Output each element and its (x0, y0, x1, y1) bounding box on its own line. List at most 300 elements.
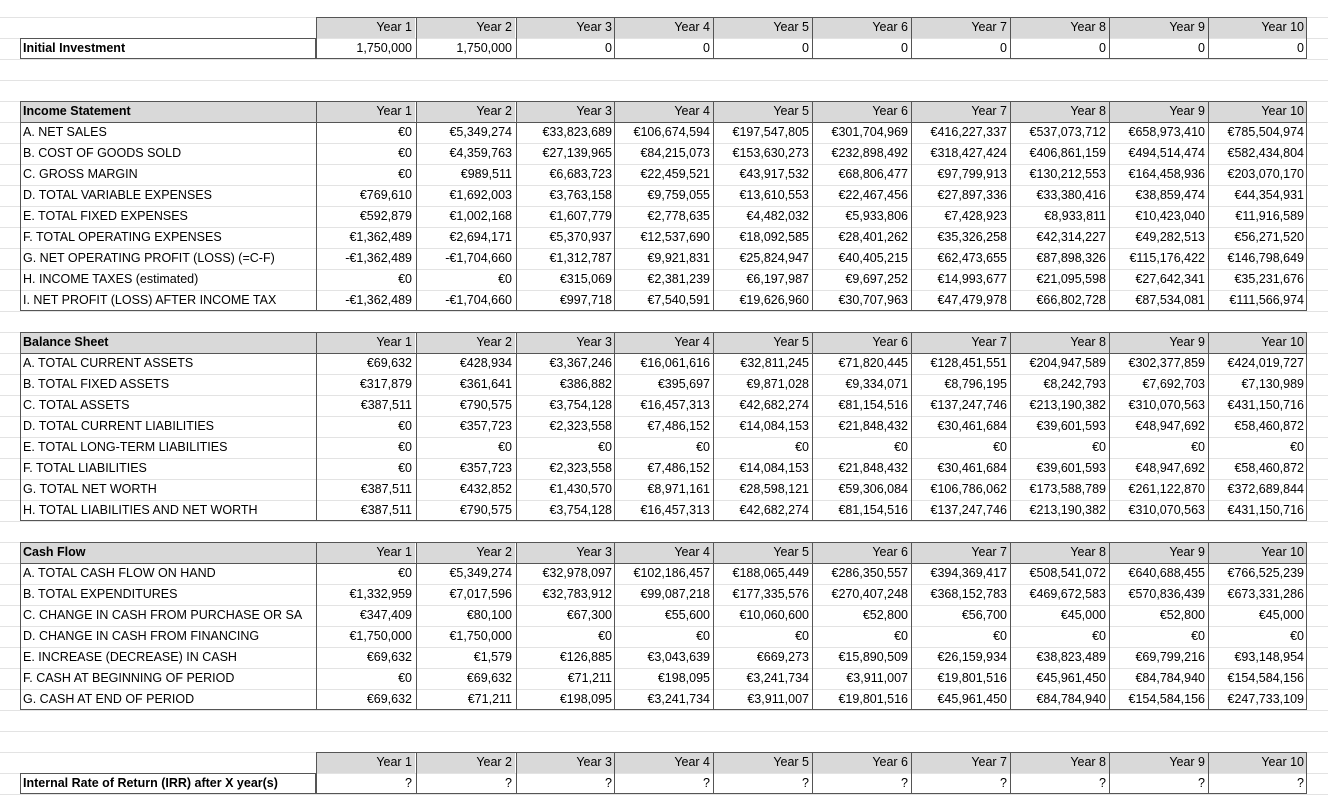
irr-value[interactable]: ? (605, 776, 612, 790)
income-value[interactable]: €9,921,831 (647, 251, 710, 265)
cashflow-value[interactable]: €102,186,457 (633, 566, 710, 580)
cashflow-value[interactable]: €56,700 (961, 608, 1007, 622)
balance-value[interactable]: €372,689,844 (1227, 482, 1304, 496)
balance-value[interactable]: €0 (598, 440, 612, 454)
balance-value[interactable]: €213,190,382 (1029, 503, 1106, 517)
cashflow-value[interactable]: €3,043,639 (647, 650, 710, 664)
income-value[interactable]: €9,759,055 (647, 188, 710, 202)
balance-value[interactable]: €3,367,246 (549, 356, 612, 370)
income-year-header[interactable]: Year 5 (713, 101, 812, 122)
balance-value[interactable]: €0 (398, 440, 412, 454)
income-value[interactable]: €5,370,937 (549, 230, 612, 244)
investment-year-header[interactable]: Year 8 (1010, 17, 1109, 38)
income-value[interactable]: €2,694,171 (449, 230, 512, 244)
income-row-label[interactable]: C. GROSS MARGIN (23, 167, 138, 181)
income-value[interactable]: €106,674,594 (633, 125, 710, 139)
balance-value[interactable]: €0 (498, 440, 512, 454)
income-value[interactable]: €42,314,227 (1036, 230, 1106, 244)
balance-row-label[interactable]: A. TOTAL CURRENT ASSETS (23, 356, 194, 370)
cashflow-value[interactable]: €38,823,489 (1036, 650, 1106, 664)
income-value[interactable]: €10,423,040 (1135, 209, 1205, 223)
cashflow-value[interactable]: €69,632 (466, 671, 512, 685)
investment-year-header[interactable]: Year 6 (812, 17, 911, 38)
income-value[interactable]: €28,401,262 (838, 230, 908, 244)
cashflow-row-label[interactable]: C. CHANGE IN CASH FROM PURCHASE OR SA (23, 608, 303, 622)
balance-value[interactable]: €0 (894, 440, 908, 454)
cashflow-value[interactable]: €1,750,000 (349, 629, 412, 643)
balance-year-header[interactable]: Year 8 (1010, 332, 1109, 353)
initial-investment-value[interactable]: 0 (703, 41, 710, 55)
cashflow-value[interactable]: €1,579 (473, 650, 512, 664)
balance-value[interactable]: €428,934 (459, 356, 512, 370)
cashflow-value[interactable]: €0 (598, 629, 612, 643)
cashflow-value[interactable]: €5,349,274 (449, 566, 512, 580)
income-value[interactable]: €38,859,474 (1135, 188, 1205, 202)
investment-year-header[interactable]: Year 9 (1109, 17, 1208, 38)
income-value[interactable]: €84,215,073 (640, 146, 710, 160)
balance-value[interactable]: €1,430,570 (549, 482, 612, 496)
balance-value[interactable]: €357,723 (459, 461, 512, 475)
income-year-header[interactable]: Year 6 (812, 101, 911, 122)
cashflow-row-label[interactable]: G. CASH AT END OF PERIOD (23, 692, 195, 706)
investment-year-header[interactable]: Year 5 (713, 17, 812, 38)
income-value[interactable]: -€1,704,660 (445, 293, 512, 307)
cashflow-year-header[interactable]: Year 2 (416, 542, 515, 563)
balance-value[interactable]: €432,852 (459, 482, 512, 496)
initial-investment-value[interactable]: 0 (1297, 41, 1304, 55)
balance-value[interactable]: €0 (1290, 440, 1304, 454)
cashflow-value[interactable]: €198,095 (657, 671, 710, 685)
income-value[interactable]: €164,458,936 (1128, 167, 1205, 181)
balance-value[interactable]: €81,154,516 (838, 503, 908, 517)
income-value[interactable]: €318,427,424 (930, 146, 1007, 160)
balance-value[interactable]: €357,723 (459, 419, 512, 433)
balance-value[interactable]: €431,150,716 (1227, 398, 1304, 412)
income-value[interactable]: €406,861,159 (1029, 146, 1106, 160)
income-value[interactable]: €115,176,422 (1129, 251, 1205, 265)
income-value[interactable]: €301,704,969 (831, 125, 908, 139)
income-value[interactable]: -€1,704,660 (445, 251, 512, 265)
cashflow-value[interactable]: €177,335,576 (732, 587, 809, 601)
cashflow-value[interactable]: €368,152,783 (930, 587, 1007, 601)
balance-value[interactable]: €395,697 (657, 377, 710, 391)
cashflow-value[interactable]: €93,148,954 (1234, 650, 1304, 664)
income-value[interactable]: €6,683,723 (549, 167, 612, 181)
balance-row-label[interactable]: H. TOTAL LIABILITIES AND NET WORTH (23, 503, 258, 517)
cashflow-year-header[interactable]: Year 6 (812, 542, 911, 563)
income-value[interactable]: €1,362,489 (349, 230, 412, 244)
balance-row-label[interactable]: C. TOTAL ASSETS (23, 398, 130, 412)
cashflow-value[interactable]: €84,784,940 (1135, 671, 1205, 685)
income-row-label[interactable]: G. NET OPERATING PROFIT (LOSS) (=C-F) (23, 251, 275, 265)
cashflow-value[interactable]: €3,241,734 (647, 692, 710, 706)
irr-year-header[interactable]: Year 1 (316, 752, 415, 773)
balance-value[interactable]: €137,247,746 (930, 398, 1007, 412)
irr-year-header[interactable]: Year 2 (416, 752, 515, 773)
cashflow-year-header[interactable]: Year 9 (1109, 542, 1208, 563)
income-value[interactable]: €494,514,474 (1128, 146, 1205, 160)
cashflow-value[interactable]: €247,733,109 (1227, 692, 1304, 706)
income-value[interactable]: €21,095,598 (1036, 272, 1106, 286)
income-value[interactable]: €146,798,649 (1227, 251, 1304, 265)
balance-value[interactable]: €261,122,870 (1128, 482, 1205, 496)
balance-value[interactable]: €0 (795, 440, 809, 454)
income-value[interactable]: €11,916,589 (1235, 209, 1304, 223)
balance-value[interactable]: €58,460,872 (1234, 461, 1304, 475)
cashflow-year-header[interactable]: Year 10 (1208, 542, 1307, 563)
investment-year-header[interactable]: Year 10 (1208, 17, 1307, 38)
cashflow-value[interactable]: €669,273 (756, 650, 809, 664)
cashflow-value[interactable]: €55,600 (664, 608, 710, 622)
balance-value[interactable]: €59,306,084 (838, 482, 908, 496)
balance-row-label[interactable]: E. TOTAL LONG-TERM LIABILITIES (23, 440, 228, 454)
cashflow-year-header[interactable]: Year 3 (516, 542, 615, 563)
irr-year-header[interactable]: Year 9 (1109, 752, 1208, 773)
irr-value[interactable]: ? (505, 776, 512, 790)
cashflow-value[interactable]: €0 (1290, 629, 1304, 643)
income-value[interactable]: €8,933,811 (1044, 209, 1106, 223)
cashflow-value[interactable]: €10,060,600 (739, 608, 809, 622)
income-value[interactable]: €27,642,341 (1135, 272, 1205, 286)
cashflow-value[interactable]: €71,211 (467, 692, 512, 706)
cashflow-value[interactable]: €0 (398, 671, 412, 685)
income-value[interactable]: €35,326,258 (937, 230, 1007, 244)
income-year-header[interactable]: Year 4 (614, 101, 713, 122)
balance-year-header[interactable]: Year 4 (614, 332, 713, 353)
income-value[interactable]: €0 (398, 146, 412, 160)
income-value[interactable]: €6,197,987 (746, 272, 809, 286)
cashflow-value[interactable]: €45,961,450 (1036, 671, 1106, 685)
cashflow-value[interactable]: €26,159,934 (937, 650, 1007, 664)
cashflow-row-label[interactable]: A. TOTAL CASH FLOW ON HAND (23, 566, 216, 580)
irr-value[interactable]: ? (901, 776, 908, 790)
cashflow-value[interactable]: €32,783,912 (542, 587, 612, 601)
balance-year-header[interactable]: Year 9 (1109, 332, 1208, 353)
income-value[interactable]: €30,707,963 (838, 293, 908, 307)
income-row-label[interactable]: E. TOTAL FIXED EXPENSES (23, 209, 188, 223)
balance-value[interactable]: €14,084,153 (739, 419, 809, 433)
income-year-header[interactable]: Year 9 (1109, 101, 1208, 122)
cashflow-value[interactable]: €188,065,449 (732, 566, 809, 580)
cashflow-value[interactable]: €19,801,516 (937, 671, 1007, 685)
cashflow-value[interactable]: €15,890,509 (838, 650, 908, 664)
balance-value[interactable]: €3,754,128 (549, 398, 612, 412)
income-value[interactable]: €232,898,492 (831, 146, 908, 160)
income-value[interactable]: €1,692,003 (449, 188, 512, 202)
cashflow-value[interactable]: €69,799,216 (1135, 650, 1205, 664)
balance-value[interactable]: €16,457,313 (640, 503, 710, 517)
balance-value[interactable]: €128,451,551 (930, 356, 1007, 370)
income-value[interactable]: €44,354,931 (1234, 188, 1304, 202)
irr-value[interactable]: ? (1000, 776, 1007, 790)
balance-value[interactable]: €387,511 (360, 482, 412, 496)
balance-value[interactable]: €387,511 (360, 398, 412, 412)
income-value[interactable]: €3,763,158 (549, 188, 612, 202)
balance-value[interactable]: €7,486,152 (647, 419, 710, 433)
balance-value[interactable]: €28,598,121 (739, 482, 809, 496)
cashflow-value[interactable]: €154,584,156 (1128, 692, 1205, 706)
cashflow-value[interactable]: €394,369,417 (930, 566, 1007, 580)
cashflow-value[interactable]: €19,801,516 (838, 692, 908, 706)
irr-value[interactable]: ? (1099, 776, 1106, 790)
balance-value[interactable]: €310,070,563 (1128, 503, 1205, 517)
cashflow-value[interactable]: €0 (398, 566, 412, 580)
balance-value[interactable]: €137,247,746 (930, 503, 1007, 517)
irr-year-header[interactable]: Year 10 (1208, 752, 1307, 773)
cashflow-value[interactable]: €71,211 (567, 671, 612, 685)
cashflow-value[interactable]: €1,750,000 (449, 629, 512, 643)
balance-value[interactable]: €16,457,313 (640, 398, 710, 412)
irr-year-header[interactable]: Year 5 (713, 752, 812, 773)
income-value[interactable]: €4,482,032 (746, 209, 809, 223)
cashflow-value[interactable]: €67,300 (566, 608, 612, 622)
cashflow-value[interactable]: €3,911,007 (846, 671, 908, 685)
income-value[interactable]: €13,610,553 (739, 188, 809, 202)
balance-row-label[interactable]: F. TOTAL LIABILITIES (23, 461, 147, 475)
income-value[interactable]: €33,380,416 (1036, 188, 1106, 202)
initial-investment-value[interactable]: 0 (901, 41, 908, 55)
income-value[interactable]: -€1,362,489 (345, 293, 412, 307)
income-value[interactable]: €592,879 (359, 209, 412, 223)
balance-value[interactable]: €42,682,274 (739, 398, 809, 412)
balance-value[interactable]: €81,154,516 (838, 398, 908, 412)
balance-value[interactable]: €790,575 (459, 398, 512, 412)
balance-value[interactable]: €71,820,445 (838, 356, 908, 370)
income-row-label[interactable]: B. COST OF GOODS SOLD (23, 146, 182, 160)
income-value[interactable]: €87,534,081 (1135, 293, 1205, 307)
balance-value[interactable]: €0 (398, 461, 412, 475)
balance-value[interactable]: €21,848,432 (838, 419, 908, 433)
balance-value[interactable]: €302,377,859 (1128, 356, 1205, 370)
income-value[interactable]: €22,459,521 (640, 167, 710, 181)
cashflow-value[interactable]: €469,672,583 (1029, 587, 1106, 601)
cashflow-value[interactable]: €80,100 (466, 608, 512, 622)
balance-value[interactable]: €42,682,274 (739, 503, 809, 517)
income-value[interactable]: €0 (398, 167, 412, 181)
initial-investment-label[interactable]: Initial Investment (23, 41, 126, 55)
balance-value[interactable]: €32,811,245 (740, 356, 809, 370)
cashflow-value[interactable]: €270,407,248 (831, 587, 908, 601)
balance-value[interactable]: €790,575 (459, 503, 512, 517)
cashflow-year-header[interactable]: Year 7 (911, 542, 1010, 563)
income-value[interactable]: €56,271,520 (1234, 230, 1304, 244)
income-value[interactable]: €27,897,336 (937, 188, 1007, 202)
cashflow-section-title[interactable]: Cash Flow (20, 542, 316, 563)
income-value[interactable]: €197,547,805 (732, 125, 809, 139)
balance-value[interactable]: €30,461,684 (937, 419, 1007, 433)
cashflow-year-header[interactable]: Year 8 (1010, 542, 1109, 563)
cashflow-value[interactable]: €0 (1092, 629, 1106, 643)
income-value[interactable]: €0 (498, 272, 512, 286)
balance-year-header[interactable]: Year 3 (516, 332, 615, 353)
cashflow-value[interactable]: €1,332,959 (349, 587, 412, 601)
balance-row-label[interactable]: G. TOTAL NET WORTH (23, 482, 157, 496)
balance-value[interactable]: €173,588,789 (1029, 482, 1106, 496)
cashflow-value[interactable]: €0 (696, 629, 710, 643)
cashflow-year-header[interactable]: Year 4 (614, 542, 713, 563)
cashflow-row-label[interactable]: D. CHANGE IN CASH FROM FINANCING (23, 629, 260, 643)
cashflow-value[interactable]: €99,087,218 (640, 587, 710, 601)
cashflow-value[interactable]: €126,885 (559, 650, 612, 664)
income-value[interactable]: €68,806,477 (838, 167, 908, 181)
balance-value[interactable]: €7,486,152 (647, 461, 710, 475)
balance-value[interactable]: €0 (993, 440, 1007, 454)
income-value[interactable]: €785,504,974 (1227, 125, 1304, 139)
income-value[interactable]: €1,312,787 (549, 251, 612, 265)
income-value[interactable]: €66,802,728 (1036, 293, 1106, 307)
balance-value[interactable]: €8,796,195 (944, 377, 1007, 391)
initial-investment-value[interactable]: 1,750,000 (356, 41, 412, 55)
cashflow-value[interactable]: €32,978,097 (542, 566, 612, 580)
income-value[interactable]: €33,823,689 (542, 125, 612, 139)
initial-investment-value[interactable]: 1,750,000 (456, 41, 512, 55)
income-value[interactable]: €97,799,913 (937, 167, 1007, 181)
income-value[interactable]: €25,824,947 (739, 251, 809, 265)
income-year-header[interactable]: Year 3 (516, 101, 615, 122)
income-value[interactable]: €22,467,456 (838, 188, 908, 202)
balance-year-header[interactable]: Year 1 (316, 332, 415, 353)
income-value[interactable]: €658,973,410 (1128, 125, 1205, 139)
cashflow-value[interactable]: €0 (993, 629, 1007, 643)
income-value[interactable]: €87,898,326 (1036, 251, 1106, 265)
balance-value[interactable]: €30,461,684 (937, 461, 1007, 475)
balance-value[interactable]: €3,754,128 (549, 503, 612, 517)
income-row-label[interactable]: D. TOTAL VARIABLE EXPENSES (23, 188, 212, 202)
cashflow-value[interactable]: €347,409 (359, 608, 412, 622)
cashflow-value[interactable]: €198,095 (559, 692, 612, 706)
cashflow-row-label[interactable]: E. INCREASE (DECREASE) IN CASH (23, 650, 237, 664)
balance-section-title[interactable]: Balance Sheet (20, 332, 316, 353)
cashflow-row-label[interactable]: B. TOTAL EXPENDITURES (23, 587, 178, 601)
balance-value[interactable]: €69,632 (366, 356, 412, 370)
balance-value[interactable]: €213,190,382 (1029, 398, 1106, 412)
irr-year-header[interactable]: Year 8 (1010, 752, 1109, 773)
balance-year-header[interactable]: Year 10 (1208, 332, 1307, 353)
investment-year-header[interactable]: Year 2 (416, 17, 515, 38)
income-section-title[interactable]: Income Statement (20, 101, 316, 122)
income-value[interactable]: €416,227,337 (930, 125, 1007, 139)
income-value[interactable]: €130,212,553 (1029, 167, 1106, 181)
income-year-header[interactable]: Year 2 (416, 101, 515, 122)
balance-year-header[interactable]: Year 5 (713, 332, 812, 353)
irr-label[interactable]: Internal Rate of Return (IRR) after X year(s) (23, 776, 278, 790)
income-row-label[interactable]: H. INCOME TAXES (estimated) (23, 272, 199, 286)
cashflow-value[interactable]: €766,525,239 (1227, 566, 1304, 580)
income-row-label[interactable]: I. NET PROFIT (LOSS) AFTER INCOME TAX (23, 293, 277, 307)
balance-value[interactable]: €7,692,703 (1142, 377, 1205, 391)
balance-value[interactable]: €48,947,692 (1135, 461, 1205, 475)
cashflow-value[interactable]: €69,632 (366, 650, 412, 664)
balance-value[interactable]: €9,334,071 (845, 377, 908, 391)
balance-value[interactable]: €204,947,589 (1029, 356, 1106, 370)
income-value[interactable]: €989,511 (460, 167, 512, 181)
cashflow-value[interactable]: €3,241,734 (746, 671, 809, 685)
income-value[interactable]: €153,630,273 (732, 146, 809, 160)
income-value[interactable]: €769,610 (359, 188, 412, 202)
income-value[interactable]: €43,917,532 (739, 167, 809, 181)
income-value[interactable]: €0 (398, 272, 412, 286)
income-value[interactable]: €4,359,763 (449, 146, 512, 160)
cashflow-year-header[interactable]: Year 5 (713, 542, 812, 563)
irr-year-header[interactable]: Year 4 (614, 752, 713, 773)
balance-value[interactable]: €424,019,727 (1227, 356, 1304, 370)
balance-value[interactable]: €39,601,593 (1036, 461, 1106, 475)
balance-value[interactable]: €48,947,692 (1135, 419, 1205, 433)
balance-value[interactable]: €16,061,616 (640, 356, 710, 370)
income-value[interactable]: €2,381,239 (647, 272, 710, 286)
balance-value[interactable]: €21,848,432 (838, 461, 908, 475)
investment-year-header[interactable]: Year 1 (316, 17, 415, 38)
balance-value[interactable]: €317,879 (359, 377, 412, 391)
income-value[interactable]: €582,434,804 (1227, 146, 1304, 160)
income-value[interactable]: €27,139,965 (542, 146, 612, 160)
cashflow-value[interactable]: €7,017,596 (449, 587, 512, 601)
balance-value[interactable]: €58,460,872 (1234, 419, 1304, 433)
irr-value[interactable]: ? (1297, 776, 1304, 790)
income-value[interactable]: €62,473,655 (937, 251, 1007, 265)
balance-value[interactable]: €0 (696, 440, 710, 454)
balance-year-header[interactable]: Year 7 (911, 332, 1010, 353)
income-value[interactable]: €12,537,690 (640, 230, 710, 244)
balance-row-label[interactable]: B. TOTAL FIXED ASSETS (23, 377, 170, 391)
cashflow-value[interactable]: €673,331,286 (1227, 587, 1304, 601)
income-value[interactable]: €2,778,635 (647, 209, 710, 223)
income-year-header[interactable]: Year 7 (911, 101, 1010, 122)
balance-year-header[interactable]: Year 6 (812, 332, 911, 353)
cashflow-value[interactable]: €0 (894, 629, 908, 643)
income-year-header[interactable]: Year 10 (1208, 101, 1307, 122)
initial-investment-value[interactable]: 0 (1198, 41, 1205, 55)
income-value[interactable]: €997,718 (559, 293, 612, 307)
cashflow-row-label[interactable]: F. CASH AT BEGINNING OF PERIOD (23, 671, 235, 685)
balance-value[interactable]: €2,323,558 (549, 461, 612, 475)
income-value[interactable]: €19,626,960 (739, 293, 809, 307)
income-value[interactable]: €7,540,591 (647, 293, 710, 307)
initial-investment-value[interactable]: 0 (605, 41, 612, 55)
income-value[interactable]: €35,231,676 (1234, 272, 1304, 286)
irr-value[interactable]: ? (1198, 776, 1205, 790)
income-value[interactable]: €0 (398, 125, 412, 139)
irr-year-header[interactable]: Year 3 (516, 752, 615, 773)
balance-value[interactable]: €9,871,028 (746, 377, 809, 391)
irr-year-header[interactable]: Year 6 (812, 752, 911, 773)
balance-value[interactable]: €431,150,716 (1227, 503, 1304, 517)
initial-investment-value[interactable]: 0 (1000, 41, 1007, 55)
income-row-label[interactable]: F. TOTAL OPERATING EXPENSES (23, 230, 222, 244)
balance-row-label[interactable]: D. TOTAL CURRENT LIABILITIES (23, 419, 215, 433)
irr-value[interactable]: ? (802, 776, 809, 790)
income-value[interactable]: €111,566,974 (1229, 293, 1304, 307)
balance-value[interactable]: €387,511 (360, 503, 412, 517)
income-year-header[interactable]: Year 1 (316, 101, 415, 122)
cashflow-value[interactable]: €45,000 (1258, 608, 1304, 622)
cashflow-value[interactable]: €3,911,007 (747, 692, 809, 706)
investment-year-header[interactable]: Year 4 (614, 17, 713, 38)
balance-year-header[interactable]: Year 2 (416, 332, 515, 353)
income-value[interactable]: €537,073,712 (1029, 125, 1106, 139)
balance-value[interactable]: €8,971,161 (647, 482, 710, 496)
balance-value[interactable]: €310,070,563 (1128, 398, 1205, 412)
income-value[interactable]: €47,479,978 (937, 293, 1007, 307)
cashflow-year-header[interactable]: Year 1 (316, 542, 415, 563)
income-value[interactable]: €49,282,513 (1135, 230, 1205, 244)
cashflow-value[interactable]: €640,688,455 (1128, 566, 1205, 580)
irr-year-header[interactable]: Year 7 (911, 752, 1010, 773)
income-value[interactable]: €9,697,252 (845, 272, 908, 286)
balance-value[interactable]: €106,786,062 (930, 482, 1007, 496)
income-row-label[interactable]: A. NET SALES (23, 125, 107, 139)
income-value[interactable]: -€1,362,489 (345, 251, 412, 265)
